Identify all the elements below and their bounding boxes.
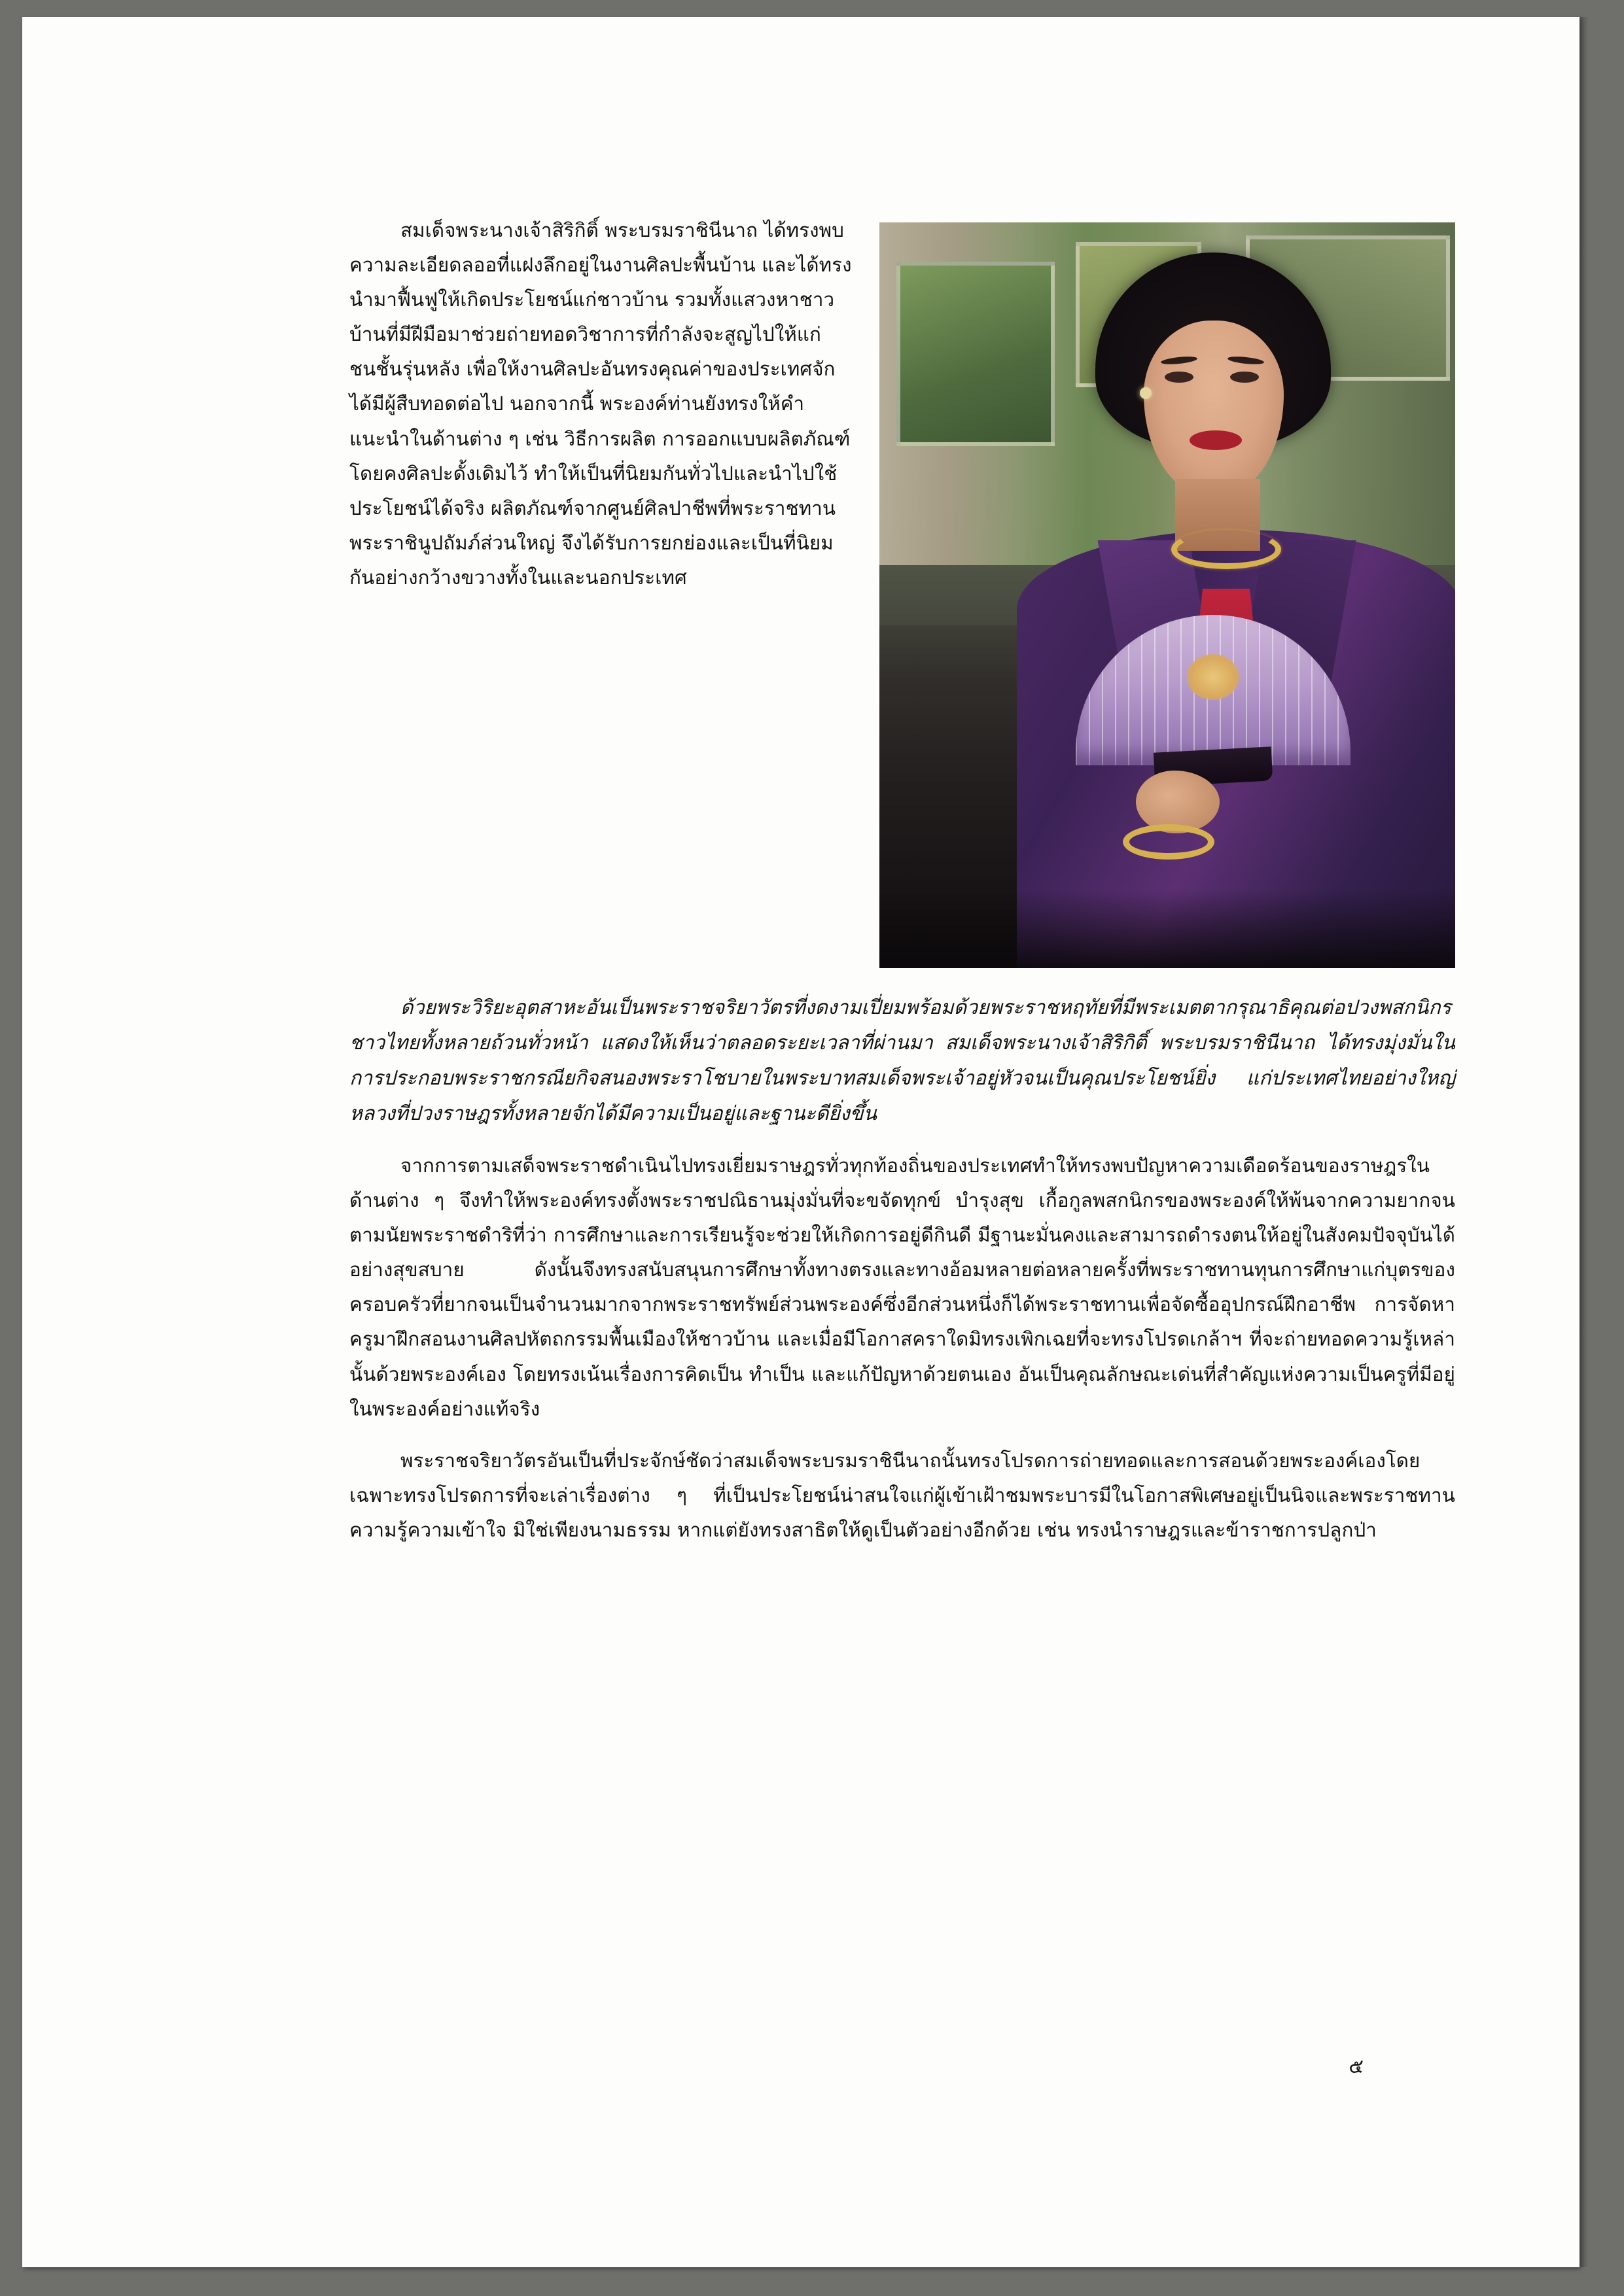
photo-fan-painting	[1187, 654, 1239, 700]
photo-gold-bangle	[1123, 824, 1214, 860]
paragraph-3	[349, 1149, 1455, 1427]
paragraph-3-text: จากการตามเสด็จพระราชดำเนินไปทรงเยี่ยมราษฎรทั่วทุกท้องถิ่นของประเทศทำให้ทรงพบปัญหาความเดือดร้อนของราษฎรในด้านต่าง ๆ จึงทำให้พระองค์ทรงตั้งพระราชปณิธานมุ่งมั่นที่จะขจัดทุกข์ บำรุงสุข เกื้อกูลพสกนิกรของพระองค์ให้พ้นจากความยากจนตามนัยพระราชดำริที่ว่า การศึกษาและการเรียนรู้จะช่วยให้เกิดการอยู่ดีกินดี มีฐานะมั่นคงและสามารถดำรงตนให้อยู่ในสังคมปัจจุบันได้อย่างสุขสบาย ดังนั้นจึงทรงสนับสนุนการศึกษาทั้งทางตรงและทางอ้อมหลายต่อหลายครั้งที่พระราชทานทุนการศึกษาแก่บุตรของครอบครัวที่ยากจนเป็นจำนวนมากจากพระราชทรัพย์ส่วนพระองค์ซึ่งอีกส่วนหนึ่งก็ได้พระราชทานเพื่อจัดซื้ออุปกรณ์ฝึกอาชีพ การจัดหาครูมาฝึกสอนงานศิลปหัตถกรรมพื้นเมืองให้ชาวบ้าน และเมื่อมีโอกาสคราใดมิทรงเพิกเฉยที่จะทรงโปรดเกล้าฯ ที่จะถ่ายทอดความรู้เหล่านั้นด้วยพระองค์เอง โดยทรงเน้นเรื่องการคิดเป็น ทำเป็น และแก้ปัญหาด้วยตนเอง อันเป็นคุณลักษณะเด่นที่สำคัญแห่งความเป็นครูที่มีอยู่ในพระองค์อย่างแท้จริง	[349, 1155, 1455, 1420]
figure-and-first-paragraph-block	[349, 213, 1455, 968]
page-edge-shadow	[1580, 17, 1589, 2267]
photo-eye-right	[1230, 372, 1259, 383]
paragraph-4	[349, 1444, 1455, 1548]
paragraph-1-text: สมเด็จพระนางเจ้าสิริกิติ์ พระบรมราชินีนาถ ได้ทรงพบความละเอียดลออที่แฝงลึกอยู่ในงานศิลปะพื้นบ้าน และได้ทรงนำมาฟื้นฟูให้เกิดประโยชน์แก่ชาวบ้าน รวมทั้งแสวงหาชาวบ้านที่มีฝีมือมาช่วยถ่ายทอดวิชาการที่กำลังจะสูญไปให้แก่ชนชั้นรุ่นหลัง เพื่อให้งานศิลปะอันทรงคุณค่าของประเทศจักได้มีผู้สืบทอดต่อไป นอกจากนี้ พระองค์ท่านยังทรงให้คำแนะนำในด้านต่าง ๆ เช่น วิธีการผลิต การออกแบบผลิตภัณฑ์ โดยคงศิลปะดั้งเดิมไว้ ทำให้เป็นที่นิยมกันทั่วไปและนำไปใช้ประโยชน์ได้จริง ผลิตภัณฑ์จากศูนย์ศิลปาชีพที่พระราชทานพระราชินูปถัมภ์ส่วนใหญ่ จึงได้รับการยกย่องและเป็นที่นิยมกันอย่างกว้างขวางทั้งในและนอกประเทศ	[349, 219, 852, 589]
photograph-image	[879, 222, 1455, 968]
spacer	[349, 968, 1455, 990]
paragraph-2	[349, 990, 1455, 1132]
paragraph-2-text: ด้วยพระวิริยะอุตสาหะอันเป็นพระราชจริยาวัตรที่งดงามเปี่ยมพร้อมด้วยพระราชหฤทัยที่มีพระเมตตากรุณาธิคุณต่อปวงพสกนิกรชาวไทยทั้งหลายถ้วนทั่วหน้า แสดงให้เห็นว่าตลอดระยะเวลาที่ผ่านมา สมเด็จพระนางเจ้าสิริกิติ์ พระบรมราชินีนาถ ได้ทรงมุ่งมั่นในการประกอบพระราชกรณียกิจสนองพระราโชบายในพระบาทสมเด็จพระเจ้าอยู่หัวจนเป็นคุณประโยชน์ยิ่ง แก่ประเทศไทยอย่างใหญ่หลวงที่ปวงราษฎรทั้งหลายจักได้มีความเป็นอยู่และฐานะดียิ่งขึ้น	[349, 996, 1455, 1125]
page-number: ๕	[1349, 2055, 1364, 2078]
portrait-photograph-figure	[879, 222, 1455, 968]
photo-gold-necklace	[1171, 530, 1281, 569]
page-content	[349, 213, 1455, 1565]
photo-lips	[1190, 430, 1242, 450]
photo-bottom-shadow	[879, 890, 1455, 968]
photo-eye-left	[1165, 372, 1193, 383]
scanned-page	[22, 17, 1580, 2267]
photo-framed-artwork	[896, 262, 1055, 446]
photo-earring	[1140, 387, 1152, 399]
paragraph-4-text: พระราชจริยาวัตรอันเป็นที่ประจักษ์ชัดว่าสมเด็จพระบรมราชินีนาถนั้นทรงโปรดการถ่ายทอดและการสอนด้วยพระองค์เองโดยเฉพาะทรงโปรดการที่จะเล่าเรื่องต่าง ๆ ที่เป็นประโยชน์น่าสนใจแก่ผู้เข้าเฝ้าชมพระบารมีในโอกาสพิเศษอยู่เป็นนิจและพระราชทานความรู้ความเข้าใจ มิใช่เพียงนามธรรม หากแต่ยังทรงสาธิตให้ดูเป็นตัวอย่างอีกด้วย เช่น ทรงนำราษฎรและข้าราชการปลูกป่า	[349, 1449, 1455, 1541]
